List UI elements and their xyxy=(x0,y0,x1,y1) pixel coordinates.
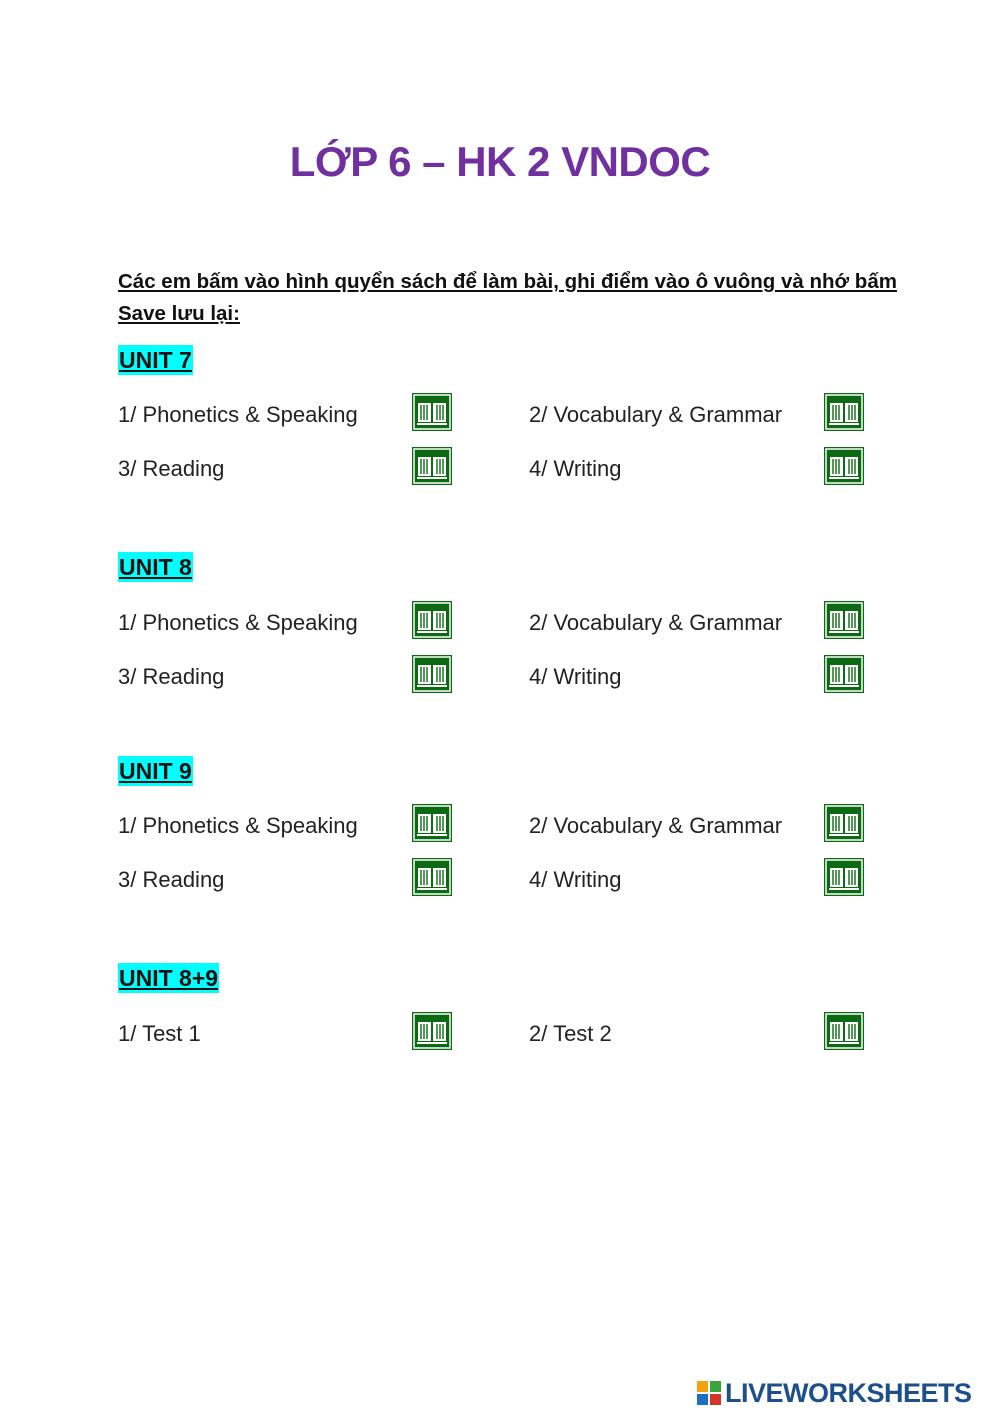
open-book-icon xyxy=(824,1012,864,1050)
unit-9-item-1-book-button[interactable] xyxy=(412,804,452,842)
unit-9-item-3-book-button[interactable] xyxy=(412,858,452,896)
open-book-icon xyxy=(824,655,864,693)
open-book-icon xyxy=(824,858,864,896)
open-book-icon xyxy=(412,447,452,485)
unit-8-item-2-book-button[interactable] xyxy=(824,601,864,639)
unit-7-heading: UNIT 7 xyxy=(119,347,192,373)
unit-7-item-1-book-button[interactable] xyxy=(412,393,452,431)
unit-8-item-4-book-button[interactable] xyxy=(824,655,864,693)
unit-8-9-item-1-label: 1/ Test 1 xyxy=(118,1021,201,1046)
unit-9-heading: UNIT 9 xyxy=(119,758,192,784)
open-book-icon xyxy=(412,804,452,842)
unit-8-item-2-label: 2/ Vocabulary & Grammar xyxy=(529,610,783,635)
open-book-icon xyxy=(412,858,452,896)
unit-9-item-2-label: 2/ Vocabulary & Grammar xyxy=(529,813,783,838)
unit-7-item-4-book-button[interactable] xyxy=(824,447,864,485)
unit-7-item-2-book-button[interactable] xyxy=(824,393,864,431)
open-book-icon xyxy=(824,447,864,485)
unit-8-item-3-book-button[interactable] xyxy=(412,655,452,693)
open-book-icon xyxy=(412,601,452,639)
open-book-icon xyxy=(412,1012,452,1050)
unit-7-item-3-book-button[interactable] xyxy=(412,447,452,485)
open-book-icon xyxy=(824,804,864,842)
unit-8-9-item-2-label: 2/ Test 2 xyxy=(529,1021,612,1046)
unit-9-item-2-book-button[interactable] xyxy=(824,804,864,842)
unit-8-item-1-book-button[interactable] xyxy=(412,601,452,639)
liveworksheets-logo-icon xyxy=(697,1381,721,1405)
unit-8-heading: UNIT 8 xyxy=(119,554,192,580)
unit-8-item-1-label: 1/ Phonetics & Speaking xyxy=(118,610,358,635)
unit-8-item-3-label: 3/ Reading xyxy=(118,664,225,689)
unit-8-9-item-2-book-button[interactable] xyxy=(824,1012,864,1050)
unit-9-item-4-label: 4/ Writing xyxy=(529,867,622,892)
open-book-icon xyxy=(412,393,452,431)
unit-7-item-1-label: 1/ Phonetics & Speaking xyxy=(118,402,358,427)
liveworksheets-logo xyxy=(697,1376,972,1410)
open-book-icon xyxy=(824,601,864,639)
unit-8-9-item-1-book-button[interactable] xyxy=(412,1012,452,1050)
unit-8-item-4-label: 4/ Writing xyxy=(529,664,622,689)
unit-8-9-heading: UNIT 8+9 xyxy=(119,965,219,991)
open-book-icon xyxy=(824,393,864,431)
page-title: LỚP 6 – HK 2 VNDOC xyxy=(289,138,711,185)
unit-7-item-3-label: 3/ Reading xyxy=(118,456,225,481)
liveworksheets-logo-text: LIVEWORKSHEETS xyxy=(725,1377,972,1408)
unit-7-item-2-label: 2/ Vocabulary & Grammar xyxy=(529,402,783,427)
unit-7-item-4-label: 4/ Writing xyxy=(529,456,622,481)
unit-9-item-3-label: 3/ Reading xyxy=(118,867,225,892)
instructions-text: Các em bấm vào hình quyển sách để làm bài, ghi điểm vào ô vuông và nhớ bấm Save lưu lại: xyxy=(118,270,897,325)
unit-9-item-1-label: 1/ Phonetics & Speaking xyxy=(118,813,358,838)
unit-9-item-4-book-button[interactable] xyxy=(824,858,864,896)
open-book-icon xyxy=(412,655,452,693)
